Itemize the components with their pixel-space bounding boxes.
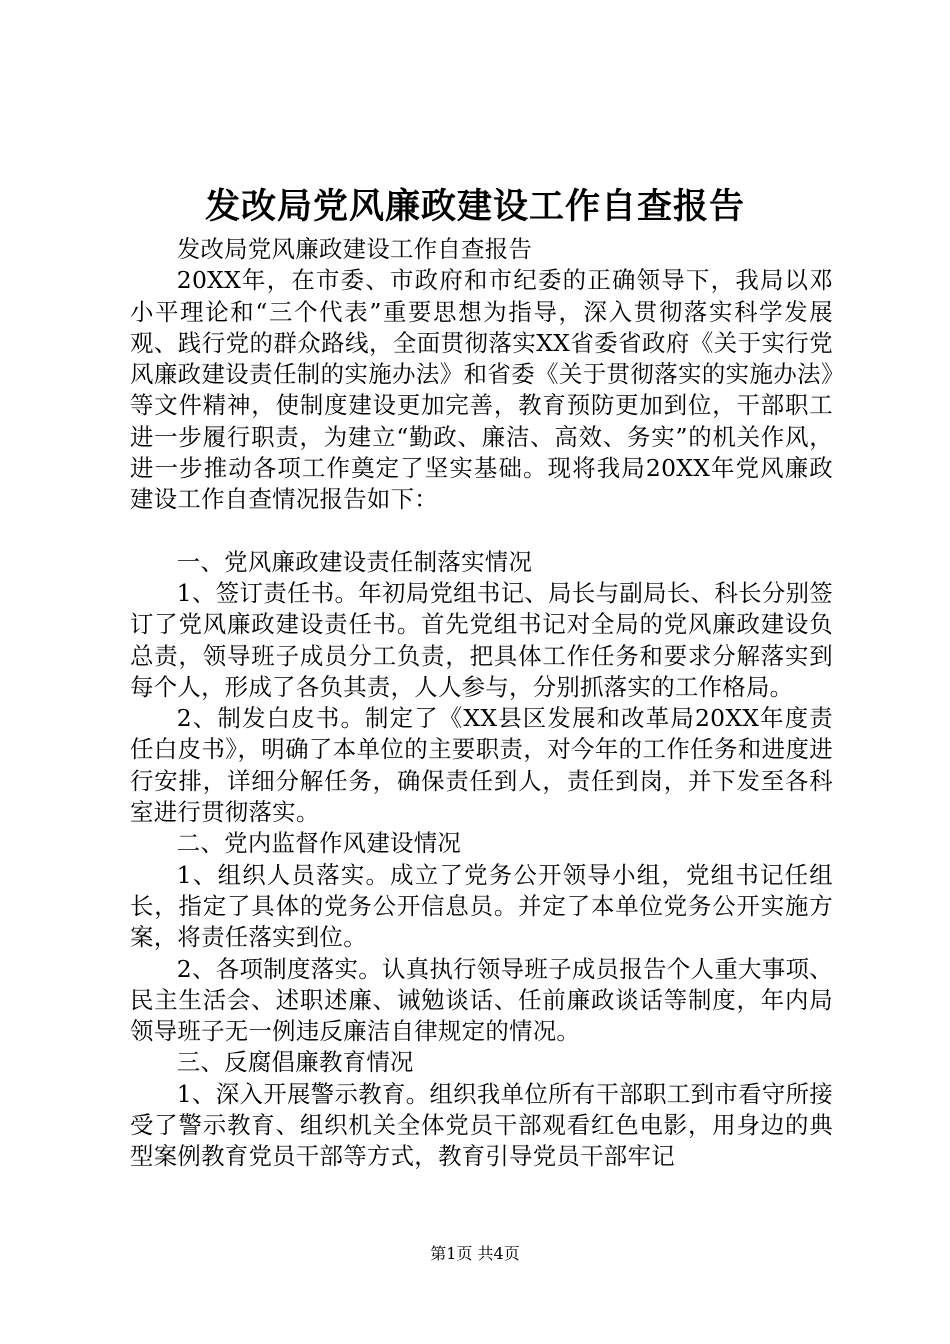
paragraph-intro: 20XX年，在市委、市政府和市纪委的正确领导下，我局以邓小平理论和“三个代表”重要思想为指导，深入贯彻落实科学发展观、践行党的群众路线，全面贯彻落实XX省委省政府《关于实行党风廉政建设责任制的实施办法》和省委《关于贯彻落实的实施办法》等文件精神，使制度建设更加完善，教育预防更加到位，干部职工进一步履行职责，为建立“勤政、廉洁、高效、务实”的机关作风，进一步推动各项工作奠定了坚实基础。现将我局20XX年党风廉政建设工作自查情况报告如下： (130, 266, 833, 514)
document-title: 发改局党风廉政建设工作自查报告 (204, 186, 745, 227)
paragraph: 2、制发白皮书。制定了《XX县区发展和改革局20XX年度责任白皮书》，明确了本单位的主要职责，对今年的工作任务和进度进行安排，详细分解任务，确保责任到人，责任到岗，并下发至各科室进行贯彻落实。 (130, 704, 833, 827)
section-heading-2: 二、党内监督作风建设情况 (176, 829, 462, 858)
document-body (130, 234, 833, 1173)
section-heading-3: 三、反腐倡廉教育情况 (176, 1048, 414, 1077)
paragraph: 2、各项制度落实。认真执行领导班子成员报告个人重大事项、民主生活会、述职述廉、诫勉谈话、任前廉政谈话等制度，年内局领导班子无一例违反廉洁自律规定的情况。 (130, 954, 833, 1046)
paragraph-subtitle: 发改局党风廉政建设工作自查报告 (176, 235, 533, 263)
page-footer: 第1页 共4页 (430, 1244, 520, 1263)
section-heading-1: 一、党风廉政建设责任制落实情况 (176, 547, 533, 576)
paragraph: 1、深入开展警示教育。组织我单位所有干部职工到市看守所接受了警示教育、组织机关全体党员干部观看红色电影，用身边的典型案例教育党员干部等方式，教育引导党员干部牢记 (130, 1079, 833, 1171)
paragraph: 1、组织人员落实。成立了党务公开领导小组，党组书记任组长，指定了具体的党务公开信息员。并定了本单位党务公开实施方案，将责任落实到位。 (130, 860, 833, 952)
paragraph: 1、签订责任书。年初局党组书记、局长与副局长、科长分别签订了党风廉政建设责任书。首先党组书记对全局的党风廉政建设负总责，领导班子成员分工负责，把具体工作任务和要求分解落实到每个人，形成了各负其责，人人参与，分别抓落实的工作格局。 (130, 578, 833, 701)
